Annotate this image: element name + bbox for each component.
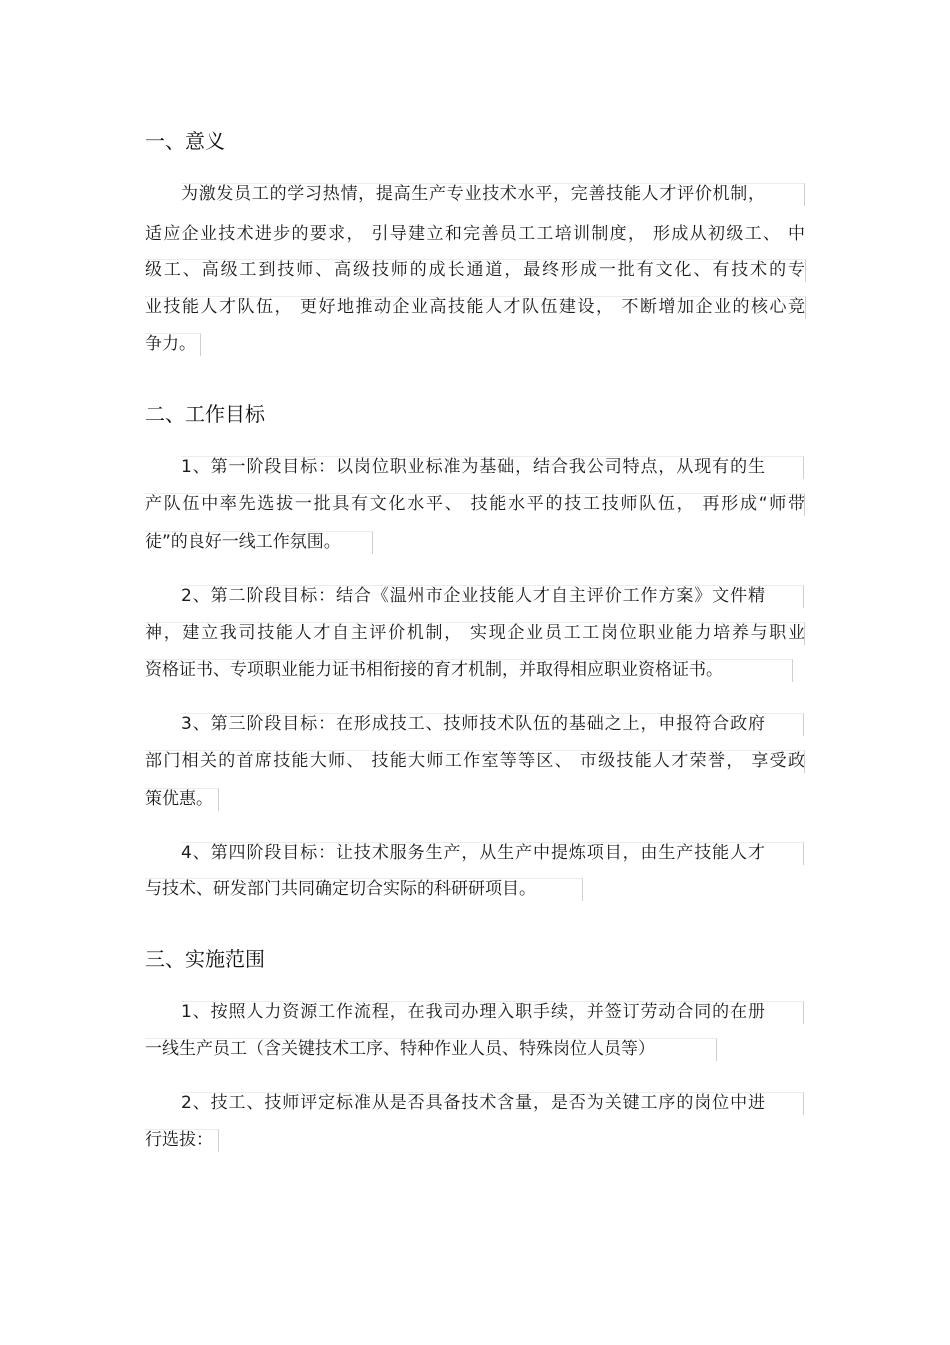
text-box-border bbox=[181, 585, 804, 608]
scope2-line-2: 行选拔： bbox=[145, 1130, 213, 1150]
text-box-border bbox=[181, 1001, 804, 1024]
meaning-line-4: 业技能人才队伍， 更好地推动企业高技能人才队伍建设， 不断增加企业的核心竞 bbox=[145, 297, 805, 317]
meaning-line-5: 争力。 bbox=[145, 334, 196, 354]
meaning-line-3: 级工、高级工到技师、高级技师的成长通道，最终形成一批有文化、有技术的专 bbox=[145, 260, 805, 280]
text-box-border bbox=[145, 1129, 219, 1152]
text-box-border bbox=[145, 788, 219, 811]
section-heading-goals: 二、工作目标 bbox=[145, 402, 265, 426]
goal2-line-3: 资格证书、专项职业能力证书相衔接的育才机制，并取得相应职业资格证书。 bbox=[145, 660, 723, 680]
goal4-line-1: 4、第四阶段目标：让技术服务生产，从生产中提炼项目，由生产技能人才 bbox=[181, 843, 765, 863]
meaning-line-2: 适应企业技术进步的要求， 引导建立和完善员工工培训制度， 形成从初级工、 中 bbox=[145, 224, 805, 244]
text-box-border bbox=[181, 1092, 804, 1115]
goal2-line-2: 神，建立我司技能人才自主评价机制， 实现企业员工工岗位职业能力培养与职业 bbox=[145, 623, 805, 643]
text-box-border bbox=[145, 296, 806, 319]
text-box-border bbox=[145, 1038, 717, 1061]
text-box-border bbox=[145, 259, 806, 282]
scope1-line-1: 1、按照人力资源工作流程，在我司办理入职手续，并签订劳动合同的在册 bbox=[181, 1002, 765, 1022]
text-box-border bbox=[145, 750, 805, 773]
text-box-border bbox=[145, 622, 805, 645]
text-box-border bbox=[181, 713, 804, 736]
text-box-border bbox=[181, 842, 804, 865]
meaning-line-1: 为激发员工的学习热情，提高生产专业技术水平，完善技能人才评价机制， bbox=[181, 184, 765, 204]
text-box-border bbox=[181, 183, 805, 206]
goal2-line-1: 2、第二阶段目标：结合《温州市企业技能人才自主评价工作方案》文件精 bbox=[181, 586, 765, 606]
goal3-line-2: 部门相关的首席技能大师、 技能大师工作室等等区、 市级技能人才荣誉， 享受政 bbox=[145, 751, 805, 771]
text-box-border bbox=[145, 333, 201, 356]
section-heading-scope: 三、实施范围 bbox=[145, 947, 265, 971]
text-box-border bbox=[145, 659, 793, 682]
scope2-line-1: 2、技工、技师评定标准从是否具备技术含量，是否为关键工序的岗位中进 bbox=[181, 1093, 765, 1113]
goal1-line-2: 产队伍中率先选拔一批具有文化水平、 技能水平的技工技师队伍， 再形成“师带 bbox=[145, 494, 805, 514]
goal3-line-1: 3、第三阶段目标：在形成技工、技师技术队伍的基础之上，申报符合政府 bbox=[181, 714, 765, 734]
section-heading-meaning: 一、意义 bbox=[145, 129, 225, 153]
text-box-border bbox=[181, 456, 804, 479]
goal3-line-3: 策优惠。 bbox=[145, 789, 213, 809]
goal1-line-3: 徒”的良好一线工作氛围。 bbox=[145, 532, 341, 552]
goal1-line-1: 1、第一阶段目标：以岗位职业标准为基础，结合我公司特点，从现有的生 bbox=[181, 457, 765, 477]
text-box-border bbox=[145, 493, 805, 516]
scope1-line-2: 一线生产员工（含关键技术工序、特种作业人员、特殊岗位人员等） bbox=[145, 1039, 655, 1059]
text-box-border bbox=[145, 878, 583, 901]
text-box-border bbox=[145, 531, 373, 554]
goal4-line-2: 与技术、研发部门共同确定切合实际的科研研项目。 bbox=[145, 879, 536, 899]
